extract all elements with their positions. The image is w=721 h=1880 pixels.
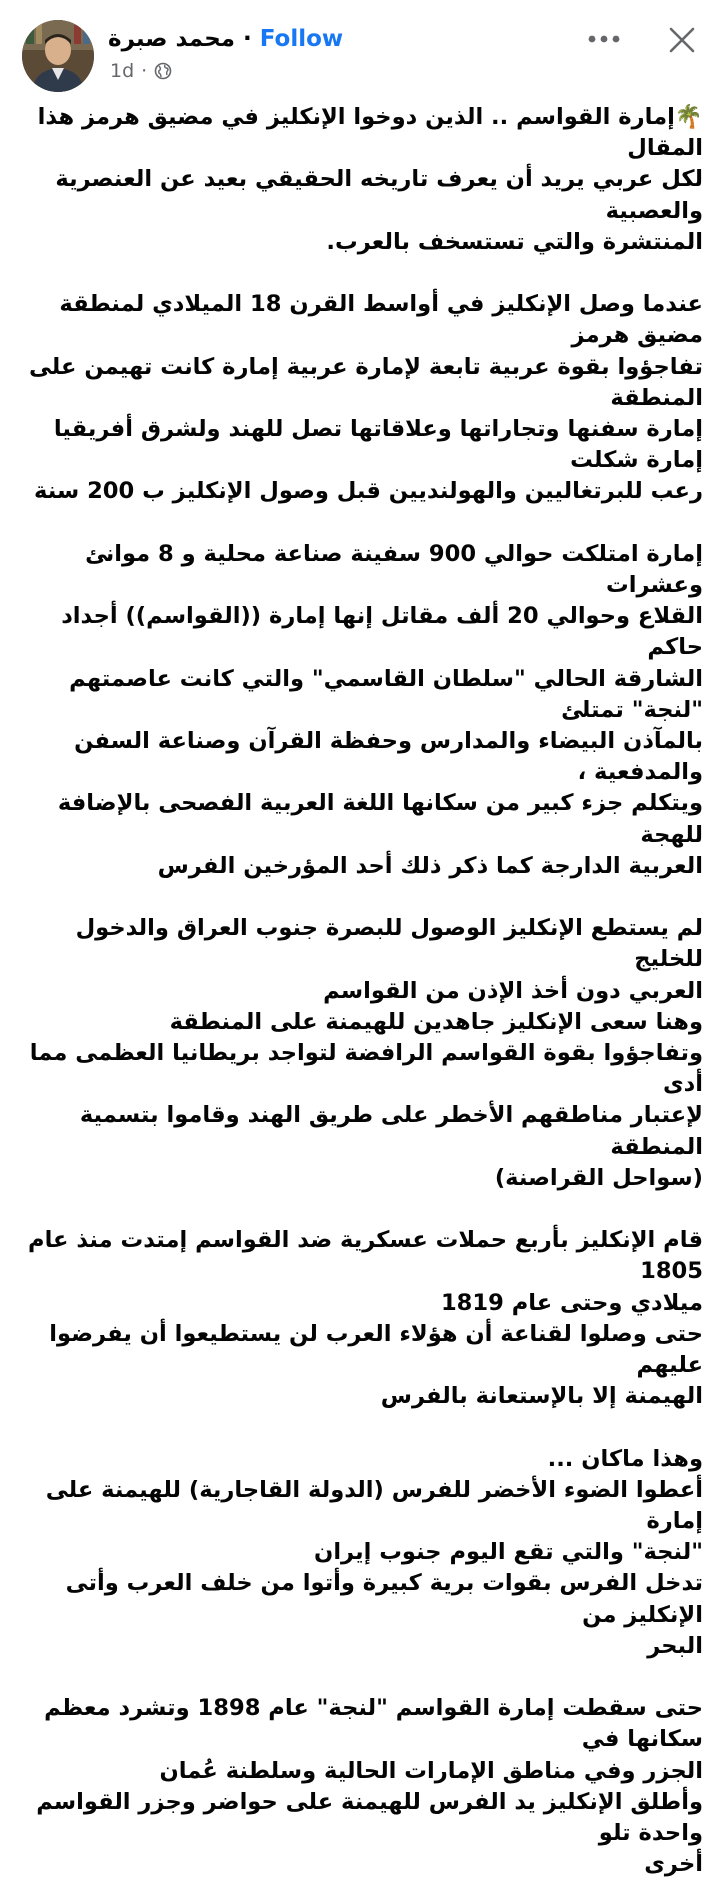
post-paragraph: قام الإنكليز بأربع حملات عسكرية ضد القواسم إمتدت منذ عام 1805 ميلادي وحتى عام 1819 حتى وصلوا لقناعة أن هؤلاء العرب لن يستطيعوا أن يفرضوا عليهم الهيمنة إلا بالإستعانة بالفرس	[28, 1227, 703, 1410]
close-button[interactable]	[662, 20, 702, 60]
globe-icon[interactable]	[154, 62, 172, 80]
post-meta	[110, 60, 172, 82]
post-paragraph: إمارة امتلكت حوالي 900 سفينة صناعة محلية و 8 موانئ وعشرات القلاع وحوالي 20 ألف مقاتل إنها إمارة ((القواسم)) أجداد حاكم الشارقة الحالي "سلطان القاسمي" والتي كانت عاصمتهم "لنجة" تمتلئ بالمآذن البيضاء والمدارس وحفظة القرآن وصناعة السفن والمدفعية ، ويتكلم جزء كبير من سكانها اللغة العربية الفصحى بالإضافة للهجة العربية الدارجة كما ذكر ذلك أحد المؤرخين الفرس	[57, 540, 703, 879]
post-header	[0, 0, 721, 100]
post-paragraph: عندما وصل الإنكليز في أواسط القرن 18 الميلادي لمنطقة مضيق هرمز تفاجؤوا بقوة عربية تابعة لإمارة عربية إمارة كانت تهيمن على المنطقة إمارة سفنها وتجاراتها وعلاقاتها تصل للهند ولشرق أفريقيا إمارة شكلت رعب للبرتغاليين والهولنديين قبل وصول الإنكليز ب 200 سنة	[28, 291, 703, 505]
name-separator: ·	[243, 26, 252, 52]
more-options-button[interactable]	[584, 24, 624, 54]
more-horizontal-icon	[587, 34, 621, 44]
post-paragraph	[20, 102, 703, 258]
close-icon	[668, 26, 696, 54]
palm-tree-icon: 🌴	[674, 104, 703, 130]
avatar[interactable]	[22, 20, 94, 92]
follow-button[interactable]: Follow	[259, 26, 344, 52]
timestamp[interactable]: 1d	[110, 60, 135, 82]
post-paragraph: حتى سقطت إمارة القواسم "لنجة" عام 1898 وتشرد معظم سكانها في الجزر وفي مناطق الإمارات الحالية وسلطنة عُمان وأطلق الإنكليز يد الفرس للهيمنة على حواضر وجزر القواسم واحدة تلو أخرى	[36, 1695, 703, 1878]
post-paragraph: لم يستطع الإنكليز الوصول للبصرة جنوب العراق والدخول للخليج العربي دون أخذ الإذن من القواسم وهنا سعى الإنكليز جاهدين للهيمنة على المنطقة وتفاجؤوا بقوة القواسم الرافضة لتواجد بريطانيا العظمى مما أدى لإعتبار مناطقهم الأخطر على طريق الهند وقاموا بتسمية المنطقة (سواحل القراصنة)	[29, 915, 703, 1191]
post-paragraph-text: إمارة القواسم .. الذين دوخوا الإنكليز في مضيق هرمز هذا المقال لكل عربي يريد أن يعرف تاريخه الحقيقي بعيد عن العنصرية والعصبية المنتشرة والتي تستسخف بالعرب.	[37, 104, 703, 255]
post-paragraph: وهذا ماكان ... أعطوا الضوء الأخضر للفرس (الدولة القاجارية) للهيمنة على إمارة "لنجة" والتي تقع اليوم جنوب إيران تدخل الفرس بقوات برية كبيرة وأتوا من خلف العرب وأتى الإنكليز من البحر	[45, 1445, 703, 1659]
post-text	[20, 102, 703, 1880]
profile-photo-icon	[22, 20, 94, 92]
author-name[interactable]: محمد صبرة	[108, 26, 236, 52]
author-row	[108, 26, 343, 52]
meta-separator: ·	[141, 60, 148, 82]
